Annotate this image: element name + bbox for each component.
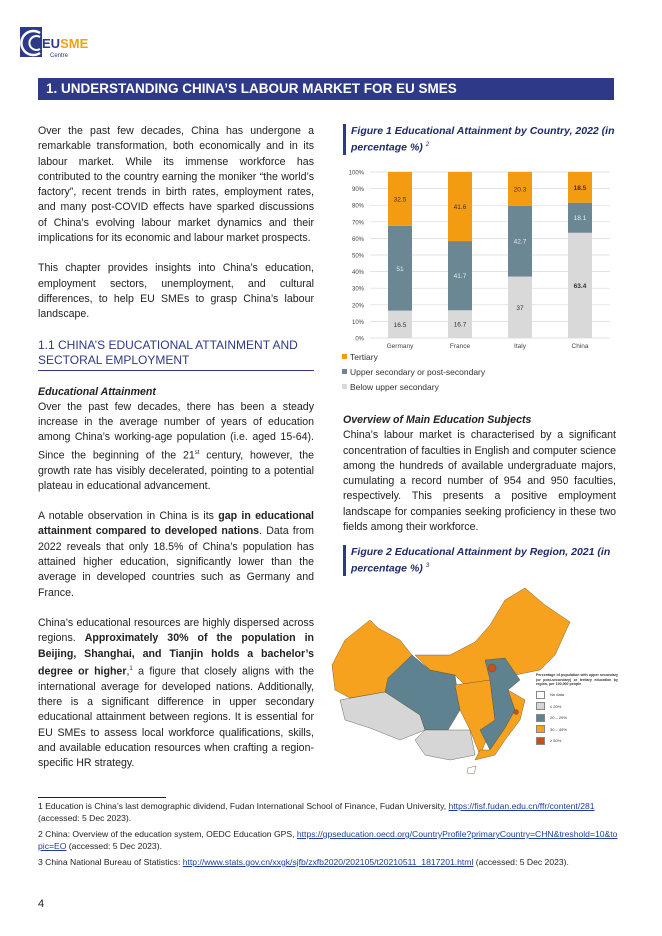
data-label: 41.7 [453,273,467,281]
right-text [343,413,616,550]
legend-swatch [342,384,347,389]
eusme-logo [18,25,118,65]
left-column [38,124,314,786]
subheading-educational-attainment: Educational Attainment [38,385,156,398]
y-tick-label: 70% [351,220,364,227]
chapter-banner: 1. UNDERSTANDING CHINA’S LABOUR MARKET FOR EU SMES [38,78,614,100]
legend-label: Below upper secondary [350,382,439,392]
paragraph-regional-dispersion: China’s educational resources are highly dispersed across regions. Approximately 30% of the population in Beijing, Shanghai, and Tianjin holds a bachelor’s degree or higher,$^1$ a figure that closely aligns with the international average for developed nations. Additionally, there is a significant difference in upper secondary educational attainment between regions. It is essential for EU SMEs to assess local workforce qualifications, skills, and available education resources when crafting a region-specific HR strategy. [38,616,315,770]
footnote-link[interactable]: https://gpseducation.oecd.org/CountryProfile?primaryCountry=CHN&treshold=10&topic=EO [38,829,618,851]
footnotes [38,800,618,872]
map-legend-item [536,691,618,699]
subheading-education-subjects: Overview of Main Education Subjects [343,414,532,426]
map-legend [536,673,618,748]
paragraph-education-years: Over the past few decades, there has been a steady increase in the average number of years of education among China’s working-age population (i.e. aged 15-64). Since the beginning of the 21st century, however, the growth rate has visibly decelerated, pointing to a potential plateau in educational advancement. [38,400,314,492]
y-tick-label: 60% [351,236,364,243]
legend-swatch [536,737,545,745]
footnote-link[interactable]: http://www.stats.gov.cn/xxgk/sjfb/zxfb2020/202105/t20210511_1817201.html [182,857,474,867]
legend-label: Upper secondary or post-secondary [350,367,486,377]
y-tick-label: 10% [351,319,364,326]
y-tick-label: 0% [355,336,364,343]
legend-swatch [536,714,545,722]
map-region-beijing [488,664,496,672]
legend-swatch [342,354,347,359]
paragraph-education-subjects: China’s labour market is characterised by a significant concentration of faculties in English and computer science among the hundreds of available undergraduate majors, cumulating a record number of 954 and 950 faculties, respectively. This presents a positive employment landscape for companies seeking proficiency in these two fields among their workforce. [343,429,616,534]
x-tick-label: Germany [386,343,414,350]
map-legend-title: Percentage of population with upper secondary (or post-secondary) or tertiary education by region, per 100,000 people [536,673,618,686]
legend-swatch [536,702,545,710]
legend-swatch [536,691,545,699]
data-label: 41.6 [453,204,467,212]
data-label: 20.3 [513,186,527,194]
legend-label: Tertiary [350,352,378,362]
data-label: 37 [516,304,524,312]
legend-label: No data [550,692,565,697]
footnote: 2 China: Overview of the education system, OEDC Education GPS, https://gpseducation.oecd.org/CountryProfile?primaryCountry=CHN&treshold=10&topic=EO (accessed: 5 Dec 2023). [38,829,618,851]
intro-paragraph: Over the past few decades, China has undergone a remarkable transformation, both economically and in its labour market. While its immense workforce has contributed to the country earning the moniker “the world’s factory”, recent trends in birth rates, employment rates, and many post-COVID effects have sparked discussions of China’s evolving labour market dynamics and their implications for its economic and labour market prospects. [38,125,314,245]
legend-swatch [536,725,545,733]
y-tick-label: 90% [351,187,364,194]
legend-label: ≤ 20% [550,703,562,709]
footnote-divider [38,797,166,798]
educational-attainment-chart [330,165,620,400]
svg-text:EUSME: EUSME [42,36,89,51]
data-label: 18.1 [573,215,587,223]
figure2-caption: Figure 2 Educational Attainment by Region, 2021 (in percentage %) $^3$ [343,545,618,576]
map-legend-item [536,737,618,745]
figure1-caption: Figure 1 Educational Attainment by Country, 2022 (in percentage %) $^2$ [343,124,618,155]
section-heading: 1.1 CHINA’S EDUCATIONAL ATTAINMENT AND SECTORAL EMPLOYMENT [38,338,314,371]
y-tick-label: 80% [351,203,364,210]
paragraph-education-gap: A notable observation in China is its gap in educational attainment compared to developed nations. Data from 2022 reveals that only 18.5% of China’s population has attained higher education, significantly lower than the average in developed countries such as Germany and France. [38,510,314,599]
y-tick-label: 40% [351,270,364,277]
data-label: 42.7 [513,238,527,246]
map-legend-item [536,702,618,710]
data-label: 51 [396,265,404,273]
map-legend-item [536,714,618,722]
data-label: 32.5 [393,196,407,204]
x-tick-label: China [571,343,589,350]
y-tick-label: 20% [351,303,364,310]
map-legend-item [536,725,618,733]
chapter-overview-paragraph: This chapter provides insights into China’s education, employment sectors, unemployment, and cultural differences, to help EU SMEs to grasp China’s labour landscape. [38,262,314,321]
map-region-hainan [467,766,476,774]
x-tick-label: Italy [514,343,526,350]
legend-swatch [342,369,347,374]
map-region-shanghai [514,710,519,715]
data-label: 63.4 [573,282,587,290]
map-region-southwest [415,730,475,760]
x-tick-label: France [449,343,471,350]
footnote: 1 Education is China’s last demographic dividend, Fudan International School of Finance, Fudan University, https://fisf.fudan.edu.cn/ffr/content/281 (accessed: 5 Dec 2023). [38,801,595,823]
page-number: 4 [38,898,45,910]
legend-label: 30 – 49% [550,726,567,732]
y-tick-label: 50% [351,253,364,260]
legend-label: ≥ 50% [550,738,562,743]
data-label: 16.7 [453,321,467,329]
data-label: 18.5 [573,184,587,192]
svg-text:Centre: Centre [50,53,69,59]
y-tick-label: 100% [348,170,364,177]
footnote-link[interactable]: https://fisf.fudan.edu.cn/ffr/content/281 [448,801,595,811]
footnote: 3 China National Bureau of Statistics: http://www.stats.gov.cn/xxgk/sjfb/zxfb2020/202105/t20210511_1817201.html (accessed: 5 Dec 2023). [38,857,569,867]
legend-label: 20 – 29% [550,715,567,720]
data-label: 16.5 [393,321,407,329]
y-tick-label: 30% [351,286,364,293]
